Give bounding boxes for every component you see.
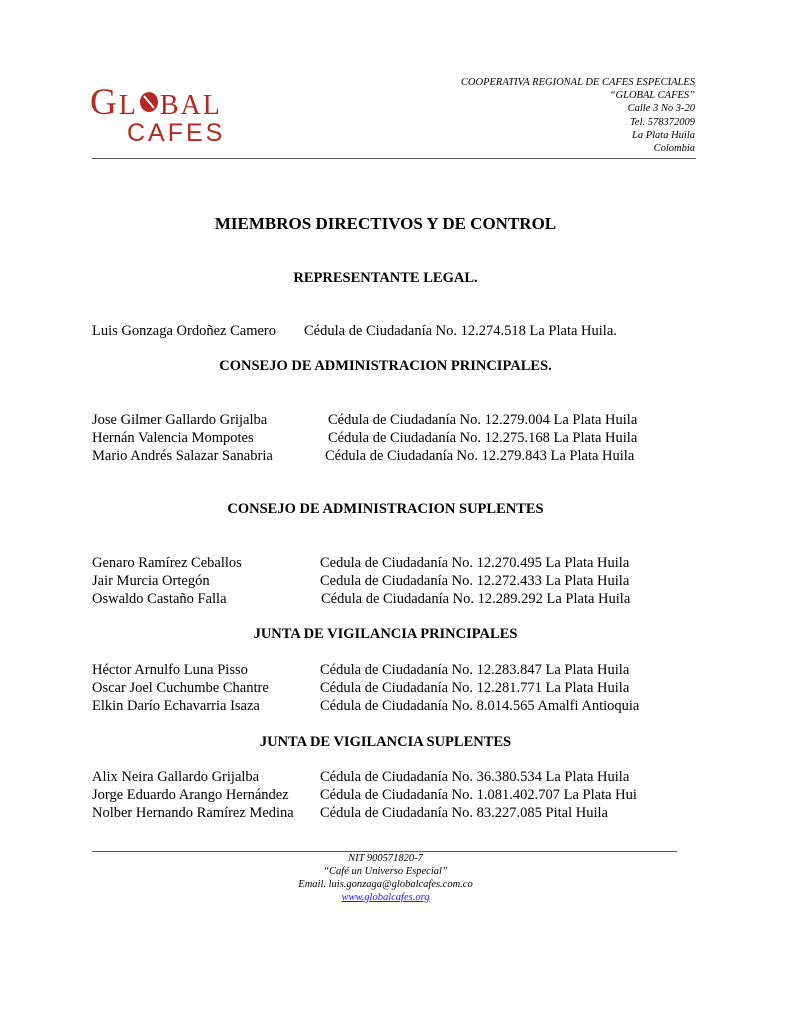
list-item-id: Cédula de Ciudadanía No. 12.289.292 La Plata Huila bbox=[321, 591, 631, 607]
logo-letter-l: L bbox=[118, 90, 138, 121]
list-item-name: Mario Andrés Salazar Sanabria bbox=[92, 448, 273, 464]
list-item-id: Cédula de Ciudadanía No. 12.281.771 La Plata Huila bbox=[320, 680, 630, 696]
list-item-id: Cédula de Ciudadanía No. 83.227.085 Pital Huila bbox=[320, 805, 608, 821]
list-item-name: Hernán Valencia Mompotes bbox=[92, 430, 254, 446]
rep-name: Luis Gonzaga Ordoñez Camero bbox=[92, 323, 277, 339]
list-item-id: Cédula de Ciudadanía No. 12.279.843 La Plata Huila bbox=[325, 448, 635, 464]
list-item-id: Cedula de Ciudadanía No. 12.270.495 La Plata Huila bbox=[320, 555, 630, 571]
logo-letters-bal: BAL bbox=[159, 90, 222, 121]
header-line-city: La Plata Huila bbox=[631, 129, 695, 141]
logo-letter-g: G bbox=[90, 82, 119, 123]
heading-junta-suplentes: JUNTA DE VIGILANCIA SUPLENTES bbox=[259, 734, 512, 750]
heading-representante: REPRESENTANTE LEGAL. bbox=[293, 270, 478, 286]
header-line-street: Calle 3 No 3-20 bbox=[627, 103, 695, 115]
list-item-name: Nolber Hernando Ramírez Medina bbox=[92, 805, 294, 821]
list-item-name: Genaro Ramírez Ceballos bbox=[92, 555, 242, 571]
footer-email: Email. luis.gonzaga@globalcafes.com.co bbox=[298, 879, 473, 890]
website-link[interactable]: www.globalcafes.org bbox=[341, 892, 430, 903]
header-line-phone: Tel. 578372009 bbox=[630, 116, 695, 128]
list-item-id: Cédula de Ciudadanía No. 36.380.534 La Plata Huila bbox=[320, 769, 630, 785]
header-line-org: COOPERATIVA REGIONAL DE CAFES ESPECIALES bbox=[460, 77, 695, 88]
list-item-name: Jair Murcia Ortegón bbox=[92, 573, 210, 589]
list-item-name: Oscar Joel Cuchumbe Chantre bbox=[92, 680, 269, 696]
list-item-name: Jorge Eduardo Arango Hernández bbox=[92, 787, 289, 803]
heading-junta-principales: JUNTA DE VIGILANCIA PRINCIPALES bbox=[253, 626, 518, 642]
header-divider bbox=[92, 158, 696, 159]
list-item-id: Cédula de Ciudadanía No. 12.279.004 La Plata Huila bbox=[328, 412, 638, 428]
list-item-name: Jose Gilmer Gallardo Grijalba bbox=[92, 412, 268, 428]
page-title: MIEMBROS DIRECTIVOS Y DE CONTROL bbox=[214, 214, 557, 233]
header-line-name: “GLOBAL CAFES” bbox=[609, 90, 695, 102]
list-item-id: Cédula de Ciudadanía No. 8.014.565 Amalfi Antioquia bbox=[320, 698, 640, 714]
footer-website-row bbox=[0, 891, 771, 904]
list-item-name: Oswaldo Castaño Falla bbox=[92, 591, 227, 607]
list-item-id: Cédula de Ciudadanía No. 12.275.168 La Plata Huila bbox=[328, 430, 638, 446]
list-item-id: Cédula de Ciudadanía No. 12.283.847 La Plata Huila bbox=[320, 662, 630, 678]
list-item-name: Elkin Darío Echavarria Isaza bbox=[92, 698, 260, 714]
list-item-id: Cedula de Ciudadanía No. 12.272.433 La Plata Huila bbox=[320, 573, 630, 589]
logo-cafes: CAFES bbox=[127, 119, 226, 147]
heading-consejo-principales: CONSEJO DE ADMINISTRACION PRINCIPALES. bbox=[219, 358, 552, 374]
logo-global bbox=[90, 84, 222, 121]
coffee-bean-icon bbox=[138, 89, 160, 115]
list-item-name: Héctor Arnulfo Luna Pisso bbox=[92, 662, 248, 678]
list-item-id: Cédula de Ciudadanía No. 1.081.402.707 La Plata Hui bbox=[320, 787, 637, 803]
list-item-name: Alix Neira Gallardo Grijalba bbox=[92, 769, 260, 785]
heading-consejo-suplentes: CONSEJO DE ADMINISTRACION SUPLENTES bbox=[227, 501, 544, 517]
header-address bbox=[461, 76, 695, 155]
footer-slogan: “Café un Universo Especial” bbox=[323, 866, 448, 877]
rep-id: Cédula de Ciudadanía No. 12.274.518 La Plata Huila. bbox=[304, 323, 617, 339]
footer-nit: NIT 900571820-7 bbox=[348, 853, 423, 864]
header-line-country: Colombia bbox=[653, 143, 695, 155]
